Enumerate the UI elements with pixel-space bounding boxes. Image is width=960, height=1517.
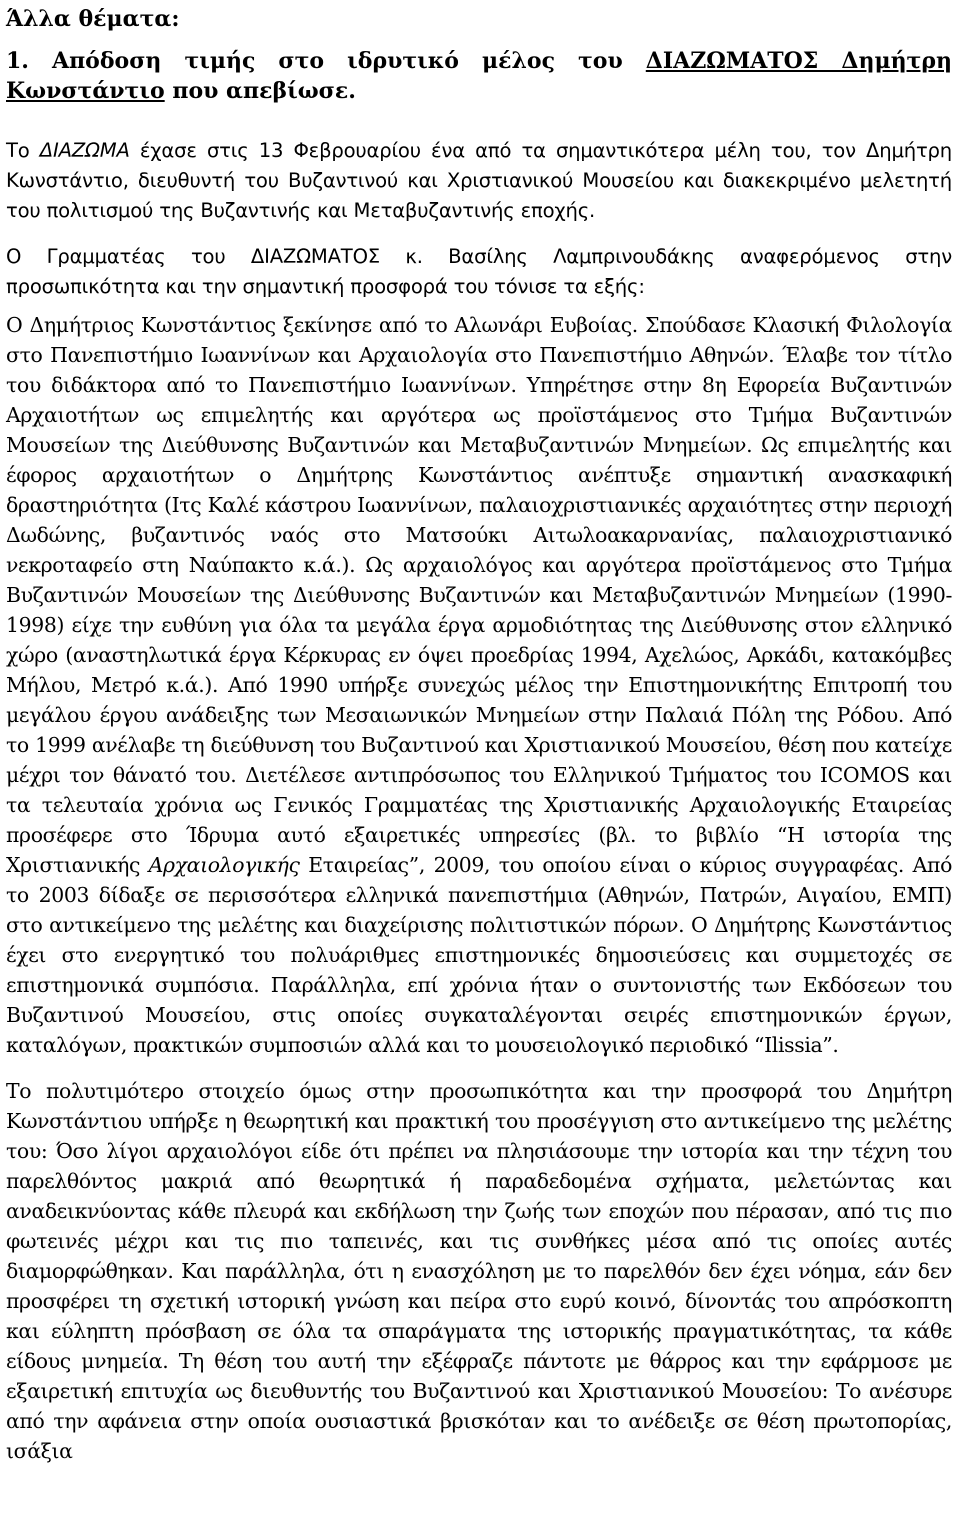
secretary-diazomatos-underlined: ΔΙΑΖΩΜΑΤΟΣ (250, 245, 380, 268)
item-title (6, 46, 952, 106)
item-number: 1. (6, 48, 29, 74)
secretary-paragraph (6, 242, 952, 302)
item-title-underlined: ΔΙΑΖΩΜΑΤΟΣ Δημήτρη Κωνστάντιο (6, 48, 952, 104)
section-heading: Άλλα θέματα: (6, 6, 180, 32)
closing-paragraph: Το πολυτιμότερο στοιχείο όμως στην προσωπικότητα και την προσφορά του Δημήτρη Κωνστάντιου υπήρξε η θεωρητική και πρακτική του προσέγγιση στο αντικείμενο της μελέτης του: Όσο λίγοι αρχαιολόγοι είδε ότι πρέπει να πλησιάσουμε την ιστορία και την τέχνη του παρελθόντος μακριά από θεωρητικά ή παραδεδομένα σχήματα, μελετώντας και αναδεικνύοντας κάθε πλευρά και εκδήλωση την ζωής των εποχών που πέρασαν, από τις πιο φωτεινές μέχρι και τις πιο ταπεινές, και τις συνθήκες μέσα από τις οποίες αυτές διαμορφώθηκαν. Και παράλληλα, ότι η ενασχόληση με το παρελθόν δεν έχει νόημα, εάν δεν προσφέρει τη σχετική ιστορική γνώση και πείρα στο ευρύ κοινό, δίνοντάς του απρόσκοπτη και εύληπτη πρόσβαση σε όλα τα σπαράγματα της ιστορικής πραγματικότητας, τα κάθε είδους μνημεία. Τη θέση του αυτή την εξέφραζε πάντοτε με θάρρος και την εφάρμοσε με εξαιρετική επιτυχία ως διευθυντής του Βυζαντινού και Χριστιανικού Μουσείου: Το ανέσυρε από την αφάνεια στην οποία ουσιαστικά βρισκόταν και το ανέδειξε σε θέση πρωτοπορίας, ισάξια (6, 1079, 952, 1463)
item-title-tail: που απεβίωσε. (164, 78, 356, 104)
biography-italic-word: Αρχαιολογικής (148, 853, 300, 877)
biography-text-a: Ο Δημήτριος Κωνστάντιος ξεκίνησε από το Αλωνάρι Ευβοίας. Σπούδασε Κλασική Φιλολογία στο Πανεπιστήμιο Ιωαννίνων και Αρχαιολογία στο Πανεπιστήμιο Αθηνών. Έλαβε τον τίτλο του διδάκτορα από το Πανεπιστήμιο Ιωαννίνων. Υπηρέτησε στην 8η Εφορεία Βυζαντινών Αρχαιοτήτων ως επιμελητής και αργότερα ως προϊστάμενος στο Τμήμα Βυζαντινών Μουσείων της Διεύθυνσης Βυζαντινών και Μεταβυζαντινών Μνημείων. Ως επιμελητής και έφορος αρχαιοτήτων ο Δημήτρης Κωνστάντιος ανέπτυξε σημαντική ανασκαφική δραστηριότητα (Ιτς Καλέ κάστρου Ιωαννίνων, παλαιοχριστιανικές αρχαιότητες στην περιοχή Δωδώνης, βυζαντινός ναός στο Ματσούκι Αιτωλοακαρνανίας, παλαιοχριστιανικό νεκροταφείο στη Ναύπακτο κ.ά.). Ως αρχαιολόγος και αργότερα προϊστάμενος στο Τμήμα Βυζαντινών Μουσείων της Διεύθυνσης Βυζαντινών και Μεταβυζαντινών Μνημείων (1990-1998) είχε την ευθύνη για όλα τα μεγάλα έργα αρμοδιότητας της Διεύθυνσης στον ελληνικό χώρο (αναστηλωτικά έργα Κέρκυρας εν όψει προεδρίας 1994, Αχελώος, Αρκάδι, κατακόμβες Μήλου, Μετρό κ.ά.). Από 1990 υπήρξε συνεχώς μέλος την Επιστημονικήτης Επιτροπή του μεγάλου έργου ανάδειξης των Μεσαιωνικών Μνημείων στην Παλαιά Πόλη της Ρόδου. Από το 1999 ανέλαβε τη διεύθυνση του Βυζαντινού και Χριστιανικού Μουσείου, θέση που κατείχε μέχρι τον θάνατό του. Διετέλεσε αντιπρόσωπος του Ελληνικού Τμήματος του ICOMOS και τα τελευταία χρόνια ως Γενικός Γραμματέας της Χριστιανικής Αρχαιολογικής Εταιρείας προσέφερε στο Ίδρυμα αυτό εξαιρετικές υπηρεσίες (βλ. το βιβλίο “Η ιστορία της Χριστιανικής (6, 313, 952, 877)
biography-paragraph (6, 310, 952, 1060)
intro-paragraph (6, 136, 952, 226)
secretary-text-b: κ. Βασίλης Λαμπρινουδάκης αναφερόμενος στην προσωπικότητα και την σημαντική προσφορά του τόνισε τα εξής: (6, 245, 952, 298)
secretary-text-a: Ο Γραμματέας του (6, 245, 251, 268)
intro-text-a: Το (6, 139, 40, 162)
item-title-lead: Απόδοση τιμής στο ιδρυτικό μέλος του (52, 48, 646, 74)
biography-text-b: Εταιρείας”, 2009, του οποίου είναι ο κύριος συγγραφέας. Από το 2003 δίδαξε σε περισσότερα ελληνικά πανεπιστήμια (Αθηνών, Πατρών, Αιγαίου, ΕΜΠ) στο αντικείμενο της μελέτης και διαχείρισης πολιτιστικών πόρων. Ο Δημήτρης Κωνστάντιος έχει στο ενεργητικό του πολυάριθμες επιστημονικές δημοσιεύσεις και συμμετοχές σε επιστημονικά συμπόσια. Παράλληλα, επί χρόνια ήταν ο συντονιστής των Εκδόσεων του Βυζαντινού Μουσείου, στις οποίες συγκαταλέγονται σειρές επιστημονικών έργων, καταλόγων, πρακτικών συμποσιών αλλά και το μουσειολογικό περιοδικό “Ilissia”. (6, 853, 952, 1057)
intro-diazoma-italic: ΔΙΑΖΩΜΑ (39, 139, 130, 162)
intro-text-b: έχασε στις 13 Φεβρουαρίου ένα από τα σημαντικότερα μέλη του, τον Δημήτρη Κωνστάντιο, διευθυντή του Βυζαντινού και Χριστιανικού Μουσείου και διακεκριμένο μελετητή του πολιτισμού της Βυζαντινής και Μεταβυζαντινής εποχής. (6, 139, 953, 222)
